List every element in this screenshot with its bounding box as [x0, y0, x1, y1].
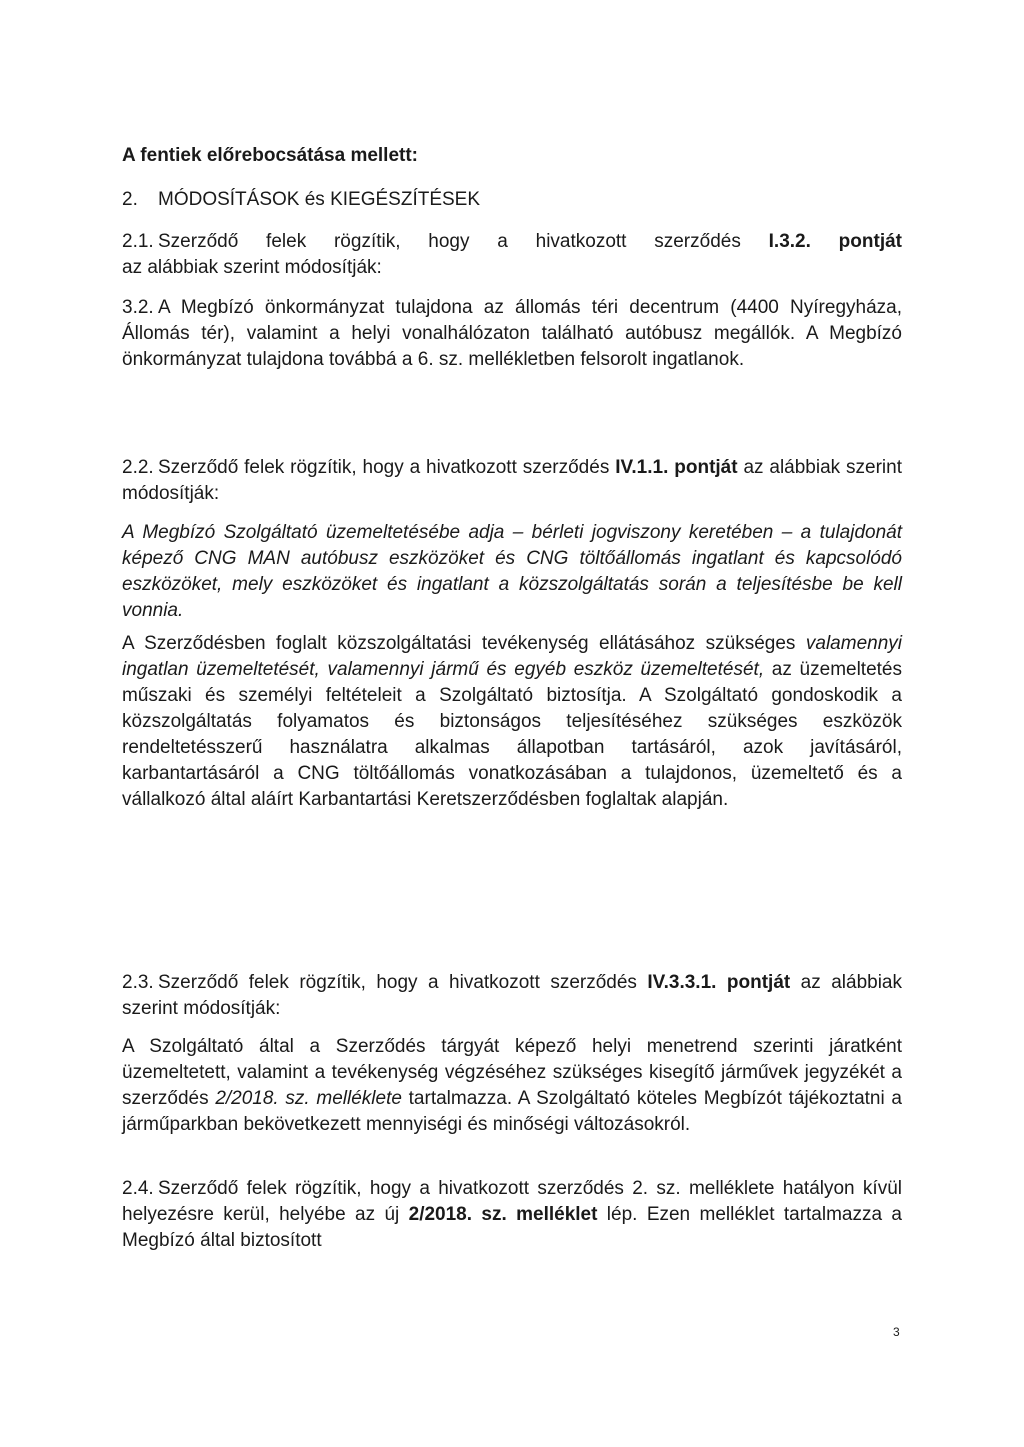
body-text-italic: valamennyi ingatlan üzemeltetését, valamennyi jármű és egyéb eszköz üzemeltetését,	[122, 633, 902, 680]
paragraph-2-3-text-end: az alábbiak szerint módosítják:	[122, 972, 902, 1019]
body-text-italic: 2/2018. sz. melléklete	[215, 1088, 402, 1109]
paragraph-2-2-italic-clause	[122, 520, 902, 624]
paragraph-2-4-text-block	[122, 1176, 902, 1254]
page-number: 3	[893, 1325, 900, 1339]
paragraph-2-4-text: Szerződő felek rögzítik, hogy a hivatkozott szerződés 2. sz. melléklete hatályon kívül helyezésre kerül, helyébe az új	[122, 1178, 902, 1225]
paragraph-2-4	[122, 1176, 902, 1254]
section-number: 2.	[122, 189, 138, 210]
paragraph-2-1-label: 2.1.	[122, 231, 154, 252]
body-text-start: A Szerződésben foglalt közszolgáltatási tevékenység ellátásához szükséges	[122, 633, 806, 654]
paragraph-2-2-reference: IV.1.1.	[615, 457, 669, 478]
paragraph-2-2-label: 2.2.	[122, 457, 154, 478]
paragraph-2-3-reference-point: pontját	[726, 972, 791, 993]
paragraph-2-3-intro	[122, 970, 902, 1022]
body-text-end: tartalmazza. A Szolgáltató köteles Megbízót tájékoztatni a járműparkban bekövetkezett mennyiségi és minőségi változásokról.	[122, 1088, 902, 1135]
paragraph-2-3-text: Szerződő felek rögzítik, hogy a hivatkozott szerződés	[158, 972, 648, 993]
section-title: MÓDOSÍTÁSOK és KIEGÉSZÍTÉSEK	[158, 189, 481, 210]
paragraph-2-4-reference: 2/2018. sz. melléklet	[408, 1204, 598, 1225]
paragraph-2-3-body	[122, 1034, 902, 1138]
paragraph-2-2	[122, 455, 902, 813]
paragraph-2-1	[122, 229, 902, 373]
section-heading	[122, 187, 480, 213]
paragraph-2-4-label: 2.4.	[122, 1178, 154, 1199]
paragraph-2-1-line1	[122, 229, 902, 255]
paragraph-2-1-line2: az alábbiak szerint módosítják:	[122, 257, 382, 278]
paragraph-2-1-text: Szerződő felek rögzítik, hogy a hivatkozott szerződés	[158, 231, 769, 252]
paragraph-2-2-text: Szerződő felek rögzítik, hogy a hivatkozott szerződés	[158, 457, 616, 478]
paragraph-2-2-body	[122, 631, 902, 813]
quoted-clause-label: 3.2.	[122, 297, 154, 318]
paragraph-2-2-intro	[122, 455, 902, 507]
paragraph-2-4-text-end: lép. Ezen melléklet tartalmazza a Megbízó által biztosított	[122, 1204, 902, 1251]
paragraph-2-3-label: 2.3.	[122, 972, 154, 993]
paragraph-2-3-reference: IV.3.3.1.	[647, 972, 717, 993]
body-text-end: az üzemeltetés műszaki és személyi feltételeit a Szolgáltató biztosítja. A Szolgáltató gondoskodik a közszolgáltatás folyamatos és biztonságos teljesítéséhez szükséges eszközök rendeltetésszerű használatra alkalmas állapotban tartásáról, azok javításáról, karbantartásáról a CNG töltőállomás vonatkozásában a tulajdonos, üzemeltető és a vállalkozó által aláírt Karbantartási Keretszerződésben foglaltak alapján.	[122, 659, 902, 810]
paragraph-2-2-text-end: az alábbiak szerint módosítják:	[122, 457, 902, 504]
paragraph-2-2-reference-point: pontját	[674, 457, 738, 478]
paragraph-2-3	[122, 970, 902, 1138]
paragraph-2-1-reference: I.3.2. pontját	[768, 231, 902, 252]
intro-line: A fentiek előrebocsátása mellett:	[122, 145, 419, 166]
quoted-clause-text: A Megbízó önkormányzat tulajdona az állomás téri decentrum (4400 Nyíregyháza, Állomás tér), valamint a helyi vonalhálózaton található autóbusz megállók. A Megbízó önkormányzat tulajdona továbbá a 6. sz. mellékletben felsorolt ingatlanok.	[122, 297, 902, 370]
italic-clause-text: A Megbízó Szolgáltató üzemeltetésébe adja – bérleti jogviszony keretében – a tulajdonát képező CNG MAN autóbusz eszközöket és CNG töltőállomás ingatlant és kapcsolódó eszközöket, mely eszközöket és ingatlant a közszolgáltatás során a teljesítésbe be kell vonnia.	[122, 522, 902, 621]
quoted-clause-3-2	[122, 295, 902, 373]
body-text-start: A Szolgáltató által a Szerződés tárgyát képező helyi menetrend szerinti járatként üzemeltetett, valamint a tevékenység végzéséhez szükséges kisegítő járművek jegyzékét a szerződés	[122, 1036, 902, 1109]
